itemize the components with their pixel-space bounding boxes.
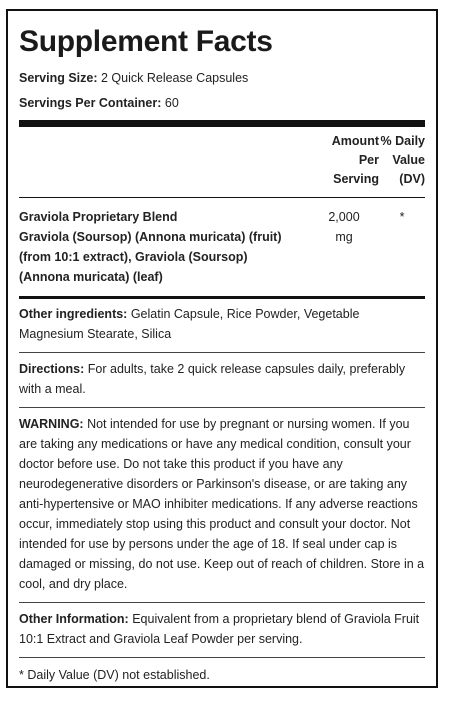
servings-per-container-label: Servings Per Container: (19, 96, 162, 110)
daily-value-header: % Daily Value (DV) (380, 134, 425, 186)
servings-per-container (19, 95, 425, 111)
ingredient-name: Graviola Proprietary Blend Graviola (Soursop) (Annona muricata) (fruit) (from 10:1 extract), Graviola (Soursop) (Annona muricata) (leaf) (19, 210, 282, 284)
daily-value-footnote: * Daily Value (DV) not established. (19, 668, 210, 682)
ingredient-amount: 2,000 mg (328, 210, 360, 244)
other-ingredients: Other ingredients: Gelatin Capsule, Rice Powder, Vegetable Magnesium Stearate, Silica (19, 307, 360, 341)
amount-per-serving-header: Amount Per Serving (331, 134, 379, 186)
warning-section (19, 408, 425, 603)
other-information-section (19, 603, 425, 658)
other-ingredients-section (19, 299, 425, 353)
table-row (19, 198, 425, 296)
warning: WARNING: Not intended for use by pregnant or nursing women. If you are taking any medications or have any medical condition, consult your doctor before use. Do not take this product if you have any neurodegenerative disorders or Parkinson's disease, or are taking any anti-hypertensive or MAO inhibiter medications. If any adverse reactions occur, immediately stop using this product and consult your doctor. Not intended for use by persons under the age of 18. If seal under cap is damaged or missing, do not use. Keep out of reach of children. Store in a cool, and dry place. (19, 417, 425, 591)
serving-size (19, 70, 425, 86)
serving-size-value: 2 Quick Release Capsules (100, 71, 249, 85)
ingredient-daily-value: * (399, 210, 405, 224)
panel-title: Supplement Facts (19, 25, 273, 58)
directions: Directions: For adults, take 2 quick release capsules daily, preferably with a meal. (19, 362, 406, 396)
servings-per-container-value: 60 (164, 96, 179, 110)
serving-size-label: Serving Size: (19, 71, 98, 85)
table-header (19, 127, 425, 197)
directions-section (19, 353, 425, 408)
thick-divider (19, 120, 425, 127)
other-information: Other Information: Equivalent from a proprietary blend of Graviola Fruit 10:1 Extract and Graviola Leaf Powder per serving. (19, 612, 420, 646)
supplement-facts-panel (6, 9, 438, 688)
